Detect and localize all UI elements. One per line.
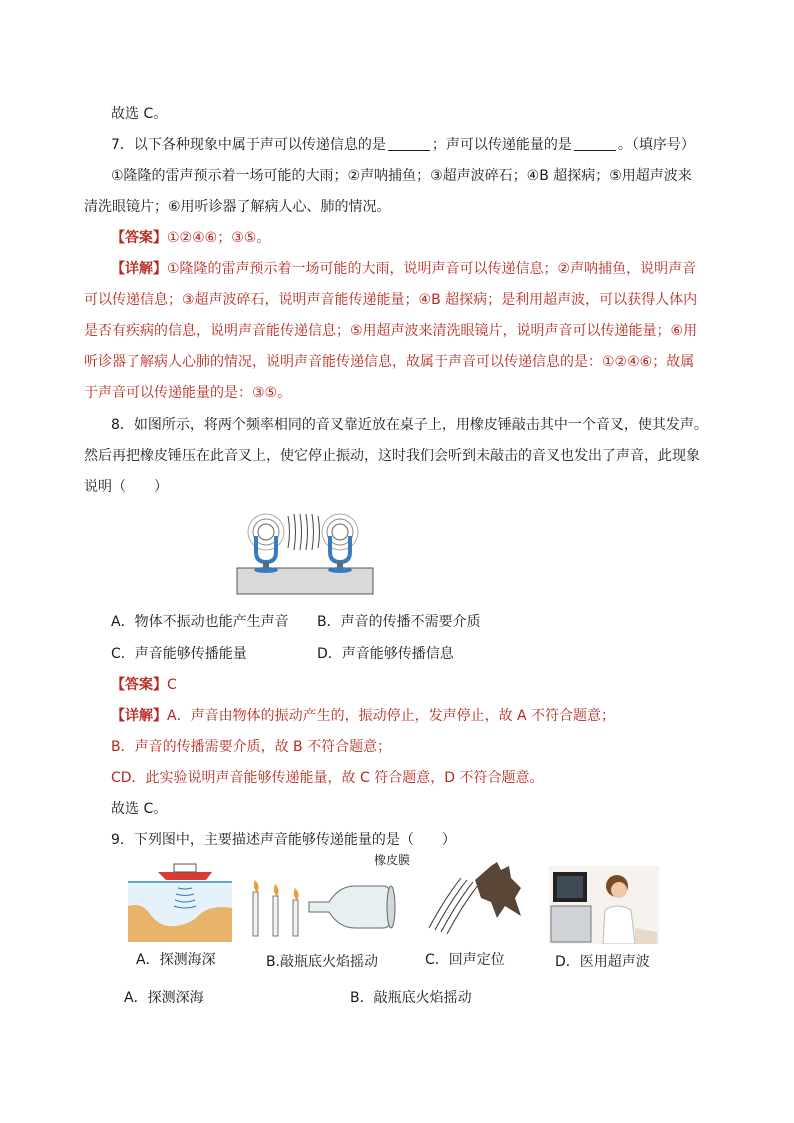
- rubber-membrane: [387, 886, 395, 928]
- tuning-fork-right: [322, 514, 358, 573]
- detail-tag: 【详解】: [111, 261, 167, 277]
- q7-blank-2[interactable]: [574, 136, 616, 151]
- doctor-coat: [603, 906, 635, 944]
- q8-detail-text-1: A．声音由物体的振动产生的，振动停止，发声停止，故 A 不符合题意；: [167, 708, 616, 724]
- q7-items-line-2: 清洗眼镜片；⑥用听诊器了解病人心、肺的情况。: [84, 199, 391, 215]
- q7-stem-part-c: 。（填序号）: [617, 137, 695, 153]
- q7-stem: [111, 135, 695, 155]
- q9-stem: 9．下列图中，主要描述声音能够传递能量的是（ ）: [111, 832, 456, 848]
- q7-detail-line-2: 可以传递信息；③超声波碎石，说明声音能传递能量；④B 超探病；是利用超声波，可以获得人体内: [84, 292, 698, 308]
- tuning-fork-left: [248, 514, 284, 573]
- q8-conclusion: 故选 C。: [111, 801, 168, 817]
- figure-c-echolocation: [425, 858, 525, 942]
- sound-waves: [288, 514, 320, 550]
- q8-option-b[interactable]: B．声音的传播不需要介质: [317, 614, 481, 630]
- q9-caption-a: A．探测海深: [136, 952, 216, 968]
- bottle: [309, 886, 391, 928]
- q8-answer: [111, 675, 177, 695]
- q8-option-c[interactable]: C．声音能够传播能量: [111, 646, 247, 662]
- detail-tag: 【详解】: [111, 708, 167, 724]
- q8-detail-line-2: B．声音的传播需要介质，故 B 不符合题意；: [111, 739, 392, 755]
- q7-stem-part-b: ；声可以传递能量的是: [431, 137, 572, 153]
- q8-stem-line-3: 说明（ ）: [84, 479, 168, 495]
- q8-detail-line-1: [111, 706, 615, 726]
- q7-answer: [111, 228, 270, 248]
- q8-detail-line-3: CD．此实验说明声音能够传递能量，故 C 符合题意，D 不符合题意。: [111, 770, 544, 786]
- boat-hull: [158, 872, 212, 880]
- figure-a-sea-depth: [128, 858, 232, 942]
- q7-detail-line-4: 听诊器了解病人心肺的情况，说明声音能传递信息，故属于声音可以传递信息的是：①②④⑥；故属: [84, 354, 695, 370]
- q7-detail-line-5: 于声音可以传递能量的是：③⑤。: [84, 385, 292, 401]
- q7-detail-line-3: 是否有疾病的信息，说明声音能传递信息；⑤用超声波来清洗眼镜片，说明声音可以传递能量；⑥用: [84, 323, 698, 339]
- q7-stem-part-a: 7．以下各种现象中属于声可以传递信息的是: [111, 137, 386, 153]
- q7-items-line-1: ①隆隆的雷声预示着一场可能的大雨；②声呐捕鱼；③超声波碎石；④B 超探病；⑤用超声波来: [111, 168, 692, 184]
- candles: [253, 880, 299, 936]
- q9-caption-d: D．医用超声波: [555, 954, 650, 970]
- q8-option-d[interactable]: D．声音能够传播信息: [317, 646, 454, 662]
- tuning-fork-figure: [236, 506, 374, 596]
- machine: [551, 906, 591, 942]
- q7-answer-value: ①②④⑥；③⑤。: [167, 230, 271, 246]
- q9-caption-b: B.敲瓶底火焰摇动: [266, 954, 379, 970]
- q8-answer-value: C: [167, 677, 177, 693]
- conclusion-text: 故选 C。: [111, 106, 168, 122]
- bat: [475, 862, 521, 918]
- q8-option-a[interactable]: A．物体不振动也能产生声音: [111, 614, 289, 630]
- q7-detail-text-1: ①隆隆的雷声预示着一场可能的大雨，说明声音可以传递信息；②声呐捕鱼，说明声音: [167, 261, 697, 277]
- answer-tag: 【答案】: [111, 230, 167, 246]
- q8-stem-line-2: 然后再把橡皮锤压在此音叉上，使它停止振动，这时我们会听到未敲击的音叉也发出了声音，此现象: [84, 448, 700, 464]
- q9-option-a[interactable]: A．探测深海: [124, 990, 204, 1006]
- figure-d-ultrasound: [549, 866, 659, 944]
- q7-detail-line-1: [111, 259, 696, 279]
- q9-caption-c: C．回声定位: [425, 952, 505, 968]
- answer-tag: 【答案】: [111, 677, 167, 693]
- figure-b-bottle-candle: [243, 866, 403, 940]
- q7-blank-1[interactable]: [388, 136, 430, 151]
- figure-b-label-membrane: 橡皮膜: [374, 853, 411, 867]
- q9-option-b[interactable]: B．敲瓶底火焰摇动: [350, 990, 472, 1006]
- q8-stem-line-1: 8．如图所示，将两个频率相同的音叉靠近放在桌子上，用橡皮锤敲击其中一个音叉，使其发声。: [111, 417, 708, 433]
